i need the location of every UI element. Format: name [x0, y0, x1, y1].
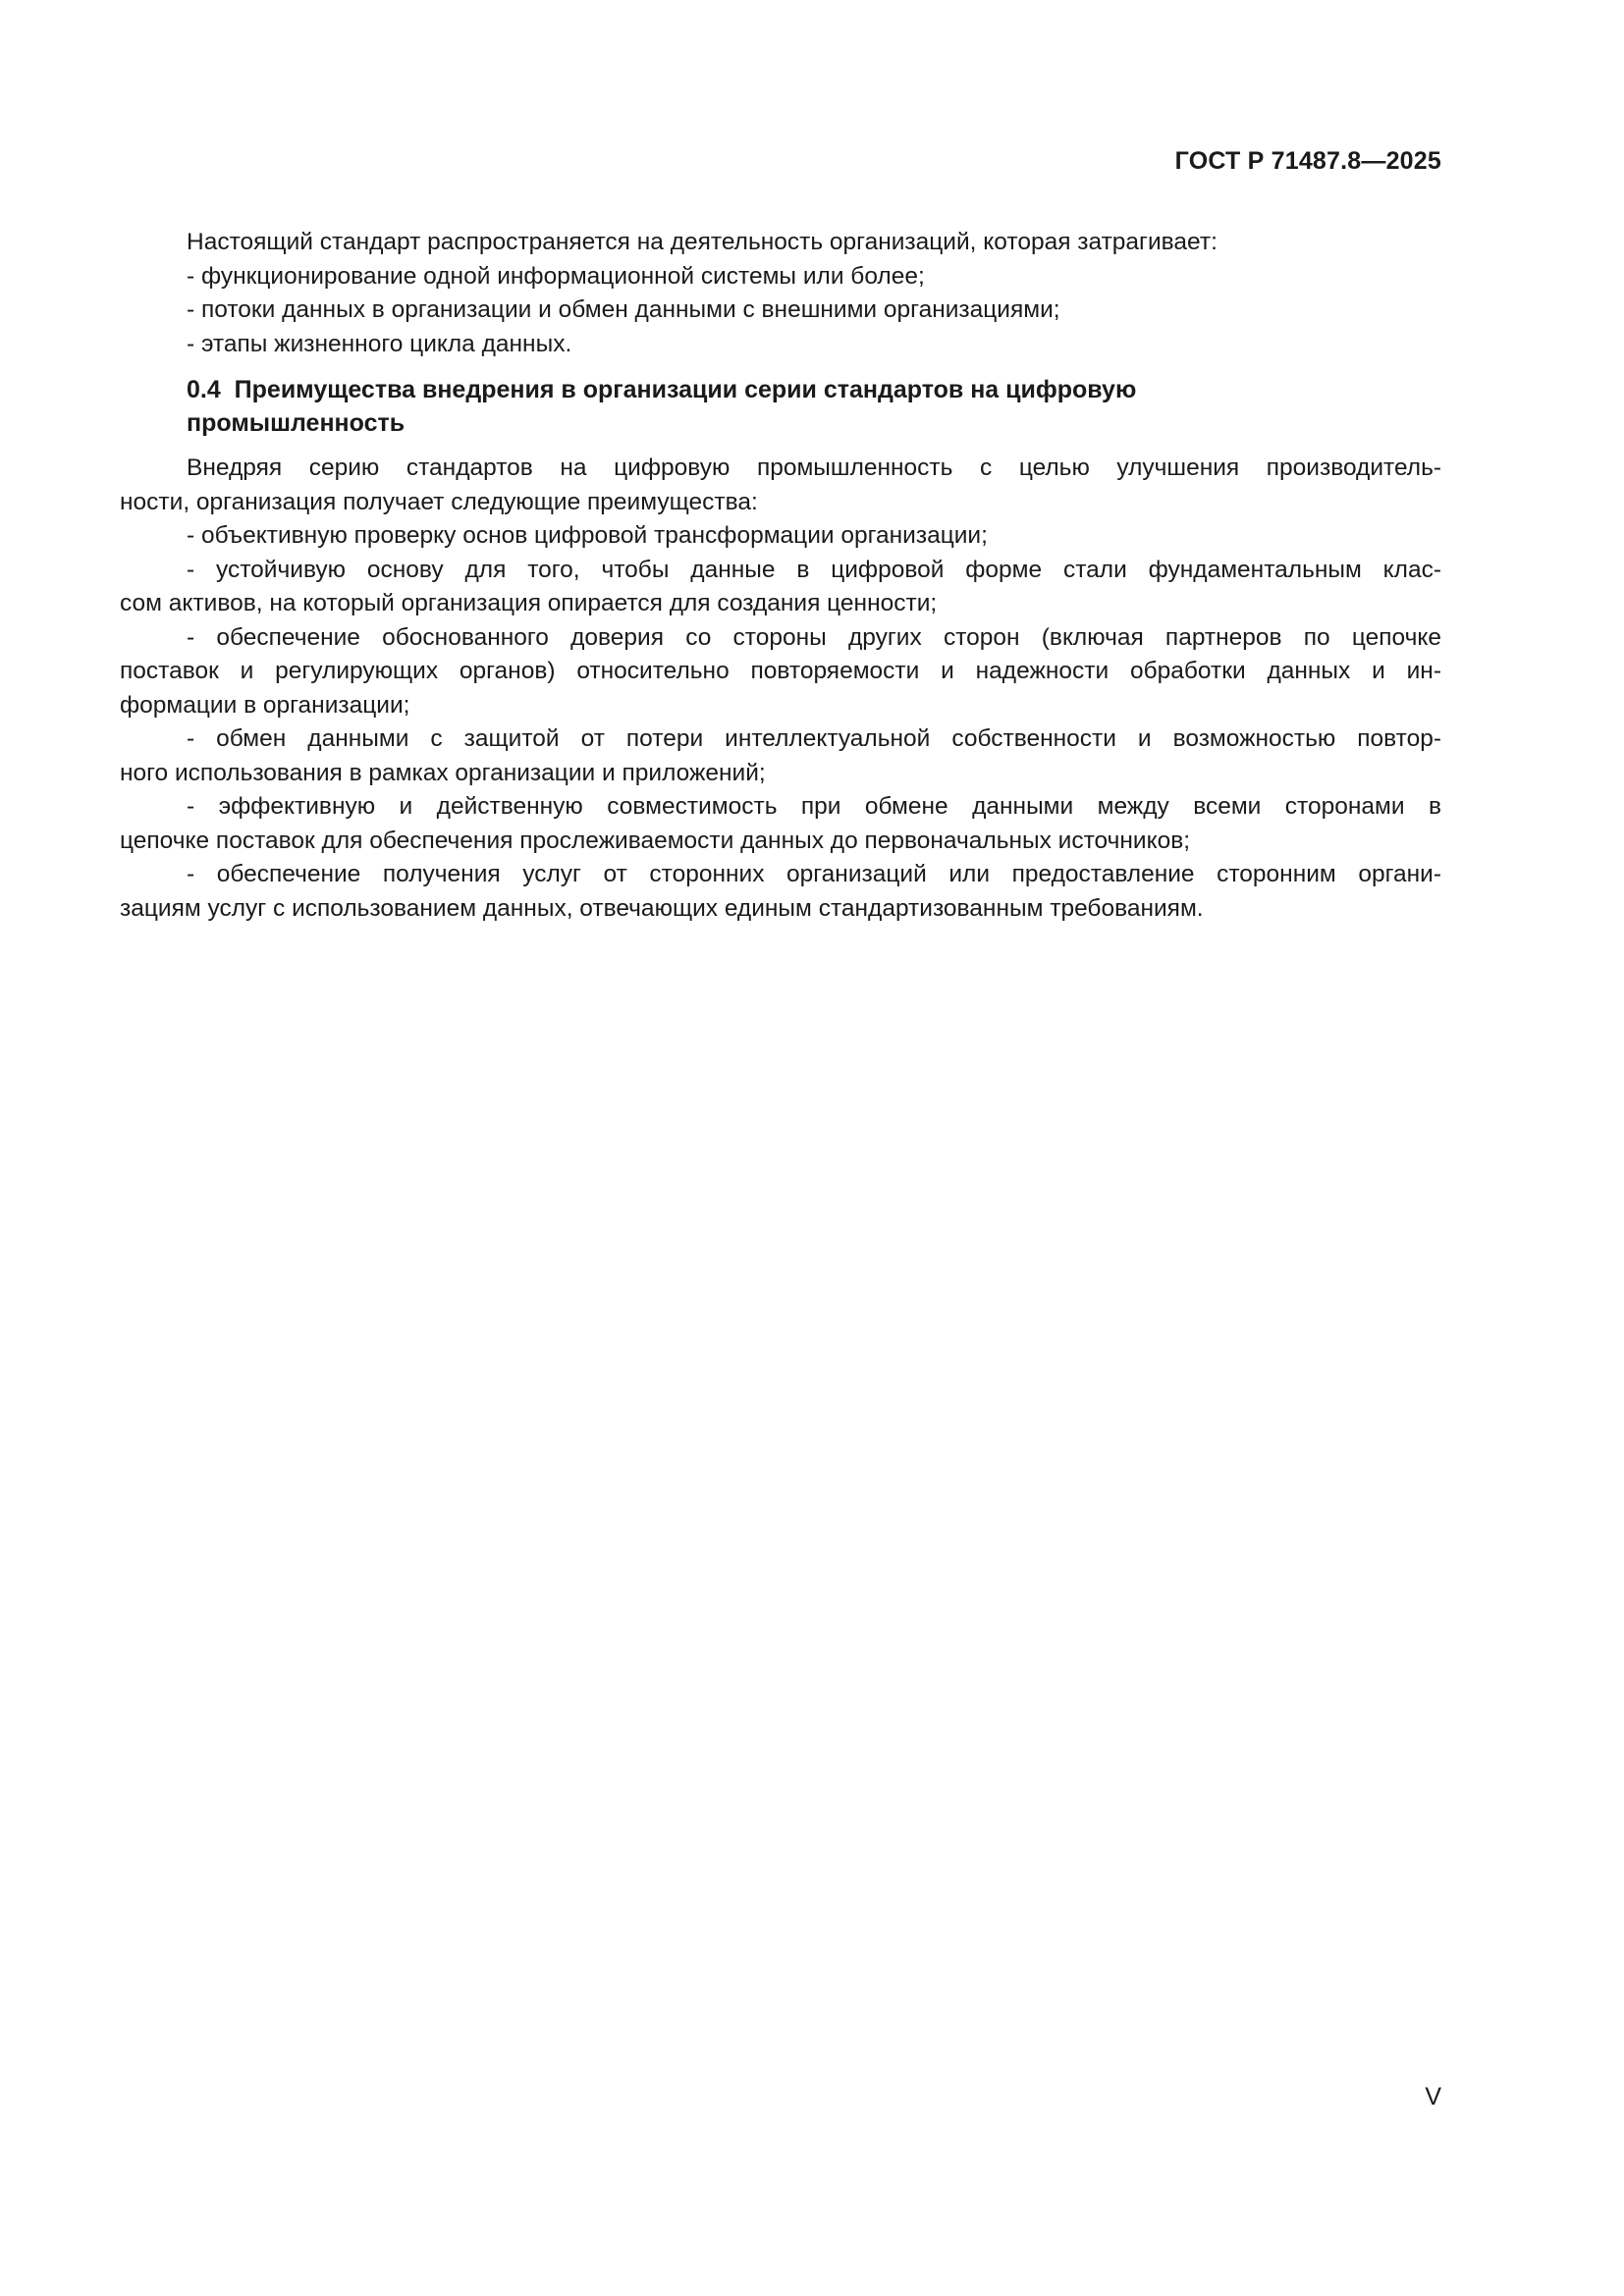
intro-item: - потоки данных в организации и обмен данными с внешними организациями;	[187, 296, 1060, 323]
benefit-item: - эффективную и действенную совместимость при обмене данными между всеми сторонами в	[187, 793, 1441, 820]
document-number: ГОСТ Р 71487.8—2025	[1174, 147, 1441, 175]
benefit-item-cont: формации в организации;	[120, 691, 410, 719]
intro-lead: Настоящий стандарт распространяется на деятельность организаций, которая затрагивает:	[187, 229, 1218, 255]
benefit-item-cont: сом активов, на который организация опирается для создания ценности;	[120, 590, 938, 616]
body-lead-line1: Внедряя серию стандартов на цифровую промышленность с целью улучшения производитель-	[187, 454, 1441, 481]
benefit-item-cont: поставок и регулирующих органов) относительно повторяемости и надежности обработки данных и ин-	[120, 658, 1441, 684]
section-heading	[120, 373, 1441, 440]
page-content	[120, 226, 1441, 926]
benefit-item-cont: зациям услуг с использованием данных, отвечающих единым стандартизованным требованиям.	[120, 894, 1204, 922]
benefit-item: - обмен данными с защитой от потери интеллектуальной собственности и возможностью повтор-	[187, 725, 1441, 752]
benefit-item: - обеспечение получения услуг от сторонних организаций или предоставление сторонним органи-	[187, 861, 1441, 887]
section-number: 0.4	[187, 376, 221, 403]
benefit-item: - обеспечение обоснованного доверия со стороны других сторон (включая партнеров по цепочке	[187, 623, 1441, 651]
page-number: V	[1425, 2083, 1441, 2110]
intro-item: - этапы жизненного цикла данных.	[187, 330, 572, 357]
section-title-line1: Преимущества внедрения в организации серии стандартов на цифровую	[234, 376, 1137, 403]
intro-item: - функционирование одной информационной системы или более;	[187, 262, 925, 290]
section-title-line2: промышленность	[187, 409, 406, 437]
benefit-item-cont: ного использования в рамках организации и приложений;	[120, 759, 766, 786]
benefits-paragraph	[120, 452, 1441, 926]
benefit-item-cont: цепочке поставок для обеспечения прослеживаемости данных до первоначальных источников;	[120, 827, 1191, 854]
benefit-item: - объективную проверку основ цифровой трансформации организации;	[187, 522, 988, 549]
body-lead-line2: ности, организация получает следующие преимущества:	[120, 488, 758, 515]
benefit-item: - устойчивую основу для того, чтобы данные в цифровой форме стали фундаментальным клас-	[187, 556, 1441, 583]
